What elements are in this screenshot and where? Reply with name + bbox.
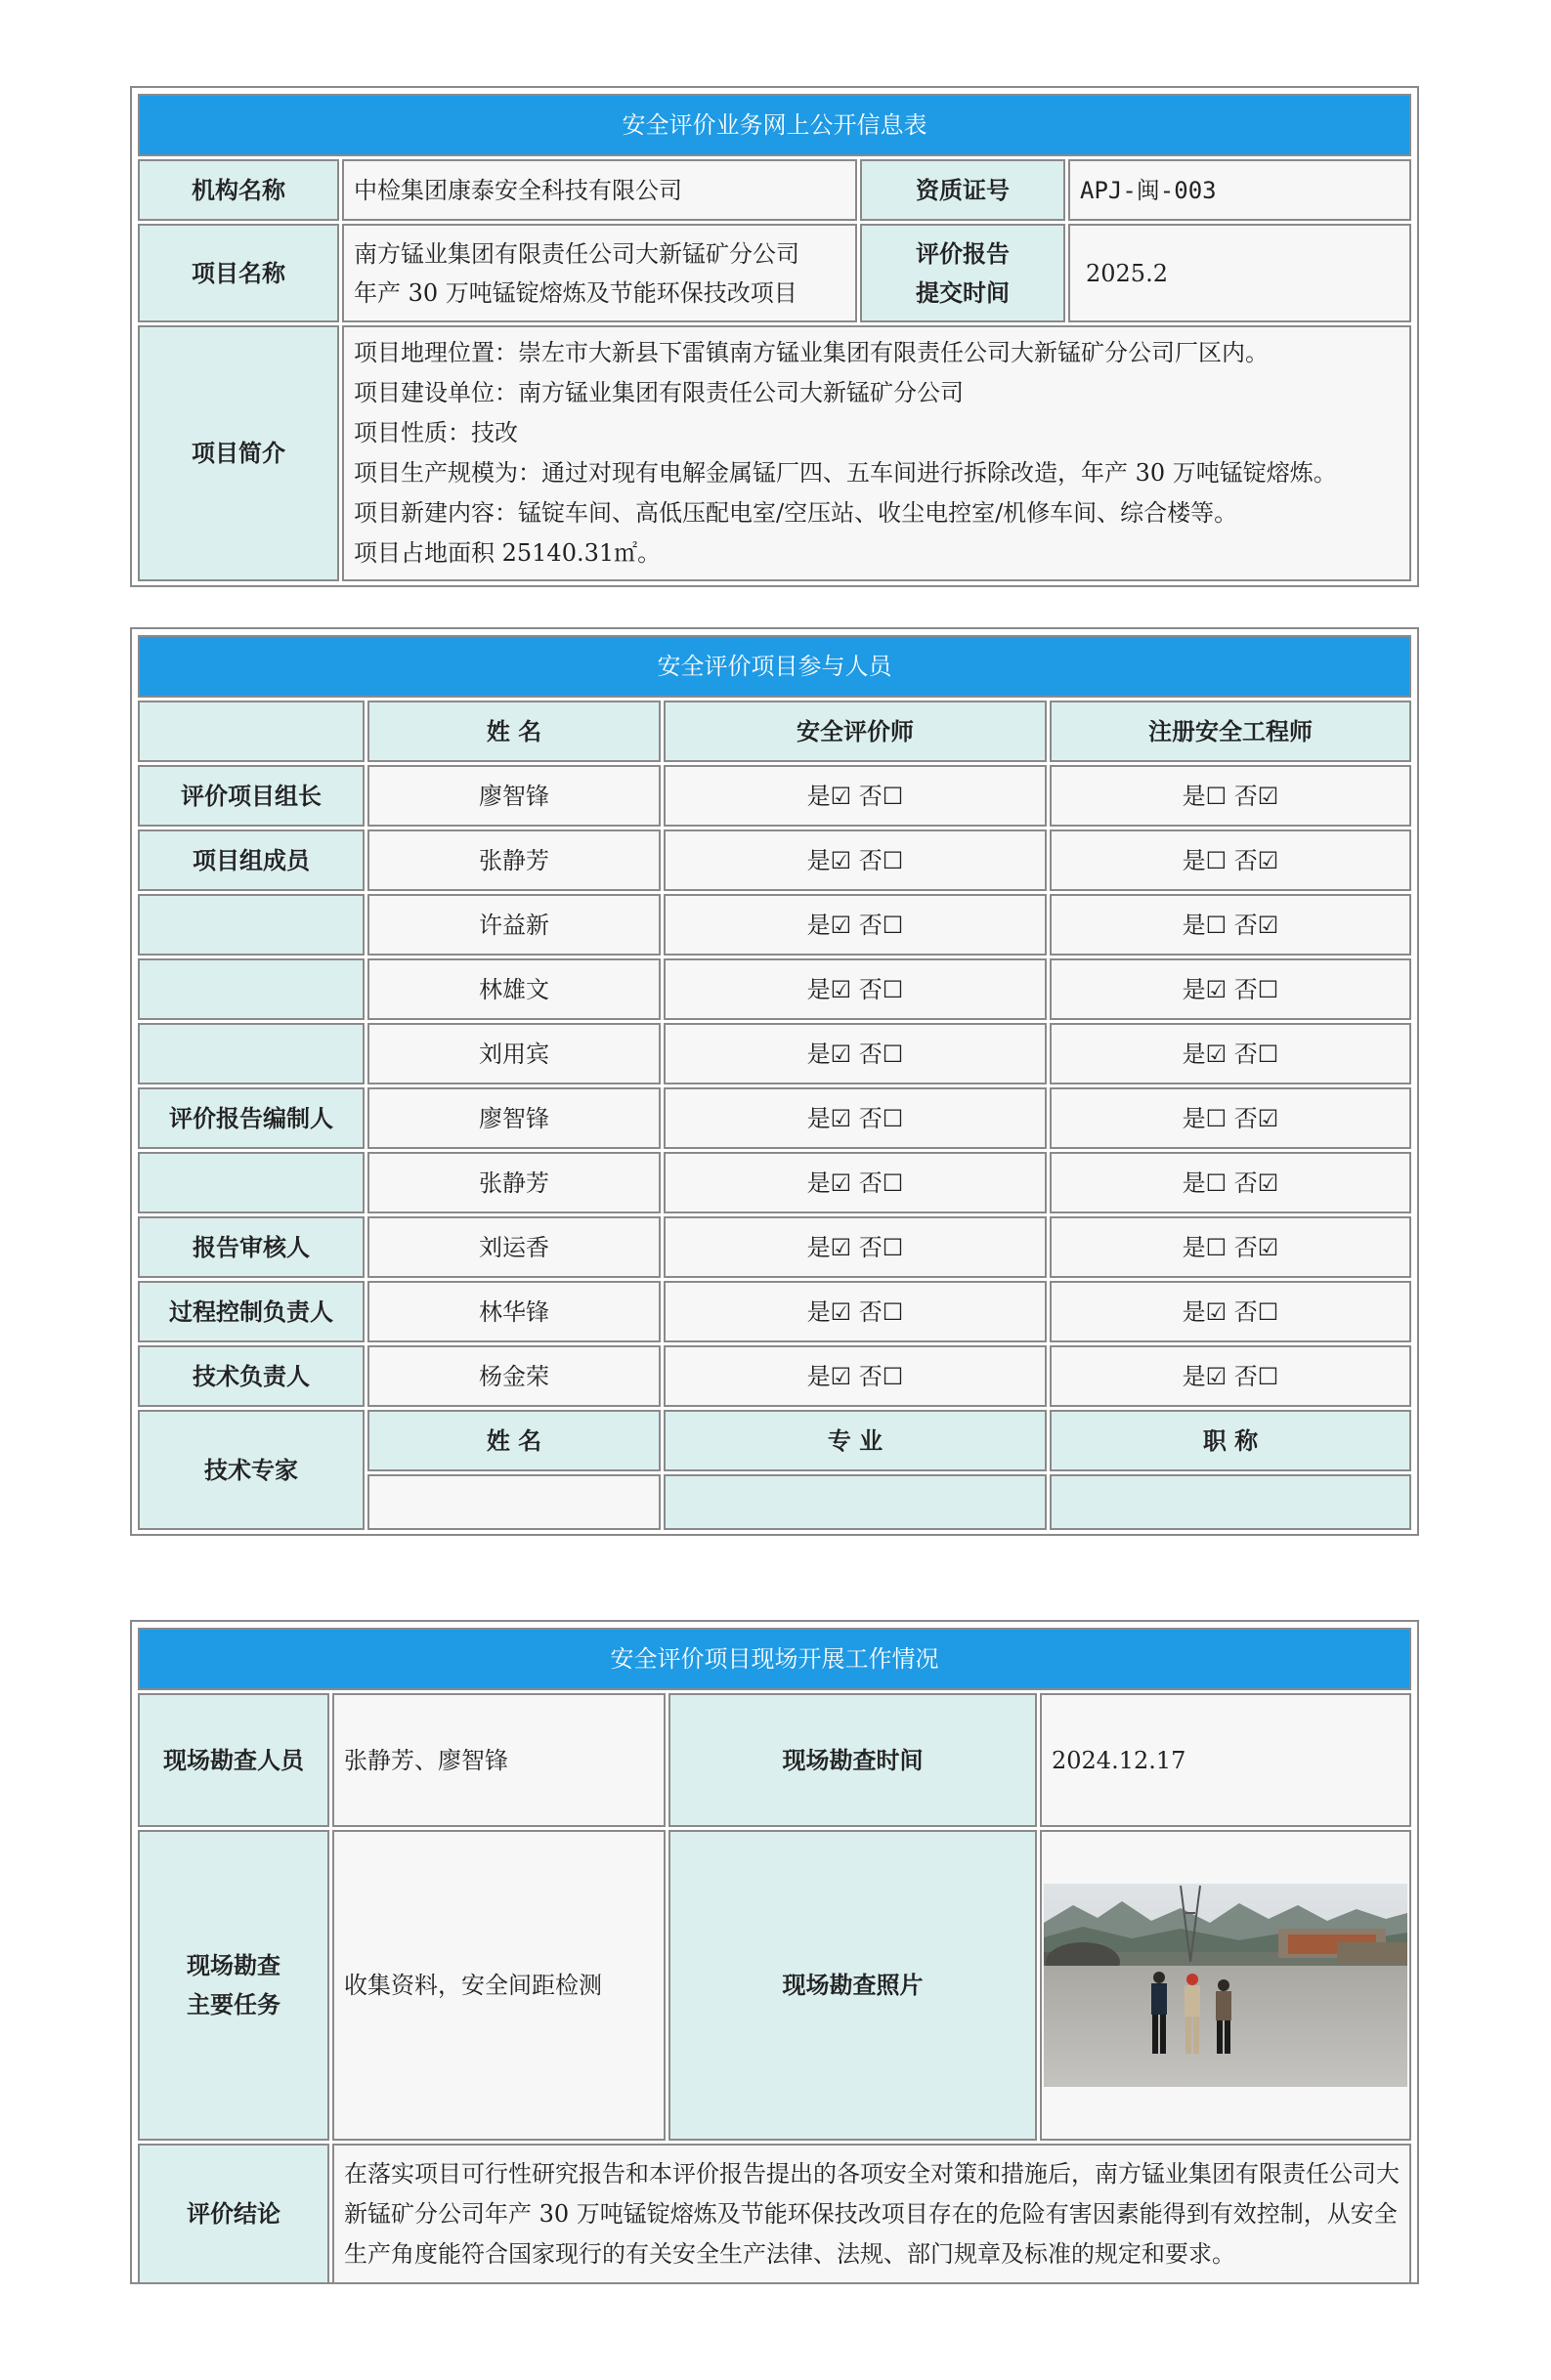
personnel-table [130,627,1419,1536]
role-cell: 报告审核人 [138,1216,365,1278]
evaluator-cell: 是☑ 否☐ [664,1345,1047,1407]
engineer-cell: 是☐ 否☑ [1050,765,1411,827]
table-title: 安全评价项目现场开展工作情况 [138,1628,1411,1690]
expert-col-major: 专 业 [664,1410,1047,1471]
report-time-label [860,224,1065,322]
intro-value [342,325,1411,581]
expert-label: 技术专家 [138,1410,365,1530]
engineer-cell: 是☑ 否☐ [1050,1345,1411,1407]
intro-line: 项目占地面积 25140.31㎡。 [354,539,662,567]
conclusion-value: 在落实项目可行性研究报告和本评价报告提出的各项安全对策和措施后，南方锰业集团有限责任公司大新锰矿分公司年产 30 万吨锰锭熔炼及节能环保技改项目存在的危险有害因素能得到有效控制，从安全生产角度能符合国家现行的有关安全生产法律、法规、部门规章及标准的规定和要求。 [332,2144,1411,2284]
evaluator-cell: 是☑ 否☐ [664,1281,1047,1342]
table-row [138,1281,1411,1342]
engineer-cell: 是☐ 否☑ [1050,1087,1411,1149]
role-cell: 技术负责人 [138,1345,365,1407]
expert-col-name: 姓 名 [367,1410,661,1471]
intro-label: 项目简介 [138,325,339,581]
engineer-cell: 是☐ 否☑ [1050,829,1411,891]
table-row [138,1023,1411,1084]
table-row [138,1152,1411,1213]
time-value: 2024.12.17 [1040,1693,1411,1827]
engineer-cell: 是☑ 否☐ [1050,1023,1411,1084]
evaluator-cell: 是☑ 否☐ [664,1023,1047,1084]
evaluator-cell: 是☑ 否☐ [664,1216,1047,1278]
col-evaluator-header: 安全评价师 [664,701,1047,762]
photo-label: 现场勘查照片 [668,1830,1037,2141]
intro-line: 项目新建内容：锰锭车间、高低压配电室/空压站、收尘电控室/机修车间、综合楼等。 [354,499,1238,527]
cert-label: 资质证号 [860,159,1065,221]
intro-line: 项目生产规模为：通过对现有电解金属锰厂四、五车间进行拆除改造，年产 30 万吨锰锭熔炼。 [354,459,1337,487]
table-row [138,894,1411,956]
project-value [342,224,857,322]
expert-major-cell [664,1474,1047,1530]
report-label-line-1: 评价报告 [916,238,1010,268]
task-label-line-2: 主要任务 [187,1990,280,2019]
site-work-table [130,1620,1419,2284]
table-row [138,958,1411,1020]
table-row [138,829,1411,891]
engineer-cell: 是☐ 否☑ [1050,894,1411,956]
project-label: 项目名称 [138,224,339,322]
col-engineer-header: 注册安全工程师 [1050,701,1411,762]
org-value: 中检集团康泰安全科技有限公司 [342,159,857,221]
intro-line: 项目性质：技改 [354,419,518,446]
engineer-cell: 是☐ 否☑ [1050,1216,1411,1278]
engineer-cell: 是☑ 否☐ [1050,958,1411,1020]
project-line-2: 年产 30 万吨锰锭熔炼及节能环保技改项目 [354,278,797,307]
table-row [138,1345,1411,1407]
conclusion-label: 评价结论 [138,2144,329,2284]
engineer-cell: 是☑ 否☐ [1050,1281,1411,1342]
role-cell: 评价项目组长 [138,765,365,827]
name-cell: 林华锋 [367,1281,661,1342]
table-row [138,1087,1411,1149]
evaluator-cell: 是☑ 否☐ [664,829,1047,891]
role-cell: 评价报告编制人 [138,1087,365,1149]
name-cell: 刘运香 [367,1216,661,1278]
expert-name-cell [367,1474,661,1530]
name-cell: 刘用宾 [367,1023,661,1084]
expert-title-cell [1050,1474,1411,1530]
empty-header-cell [138,701,365,762]
evaluator-cell: 是☑ 否☐ [664,1152,1047,1213]
evaluator-cell: 是☑ 否☐ [664,894,1047,956]
task-label-line-1: 现场勘查 [187,1951,280,1979]
project-line-1: 南方锰业集团有限责任公司大新锰矿分公司 [354,239,799,268]
name-cell: 张静芳 [367,1152,661,1213]
intro-line: 项目建设单位：南方锰业集团有限责任公司大新锰矿分公司 [354,379,964,406]
evaluator-cell: 是☑ 否☐ [664,958,1047,1020]
report-time-value: 2025.2 [1068,224,1411,322]
public-info-table [130,86,1419,587]
intro-line: 项目地理位置：崇左市大新县下雷镇南方锰业集团有限责任公司大新锰矿分公司厂区内。 [354,339,1269,366]
site-photo [1044,1884,1407,2087]
name-cell: 杨金荣 [367,1345,661,1407]
name-cell: 张静芳 [367,829,661,891]
table-title: 安全评价业务网上公开信息表 [138,94,1411,156]
time-label: 现场勘查时间 [668,1693,1037,1827]
task-value: 收集资料，安全间距检测 [332,1830,666,2141]
expert-col-title: 职 称 [1050,1410,1411,1471]
role-cell [138,1023,365,1084]
task-label [138,1830,329,2141]
role-cell [138,1152,365,1213]
evaluator-cell: 是☑ 否☐ [664,1087,1047,1149]
cert-value: APJ-闽-003 [1068,159,1411,221]
name-cell: 廖智锋 [367,1087,661,1149]
evaluator-cell: 是☑ 否☐ [664,765,1047,827]
table-row [138,765,1411,827]
name-cell: 廖智锋 [367,765,661,827]
col-name-header: 姓 名 [367,701,661,762]
name-cell: 林雄文 [367,958,661,1020]
engineer-cell: 是☐ 否☑ [1050,1152,1411,1213]
name-cell: 许益新 [367,894,661,956]
table-title: 安全评价项目参与人员 [138,635,1411,698]
role-cell: 项目组成员 [138,829,365,891]
staff-value: 张静芳、廖智锋 [332,1693,666,1827]
role-cell [138,958,365,1020]
staff-label: 现场勘查人员 [138,1693,329,1827]
role-cell [138,894,365,956]
photo-cell [1040,1830,1411,2141]
report-label-line-2: 提交时间 [916,277,1010,307]
role-cell: 过程控制负责人 [138,1281,365,1342]
table-row [138,1216,1411,1278]
org-label: 机构名称 [138,159,339,221]
